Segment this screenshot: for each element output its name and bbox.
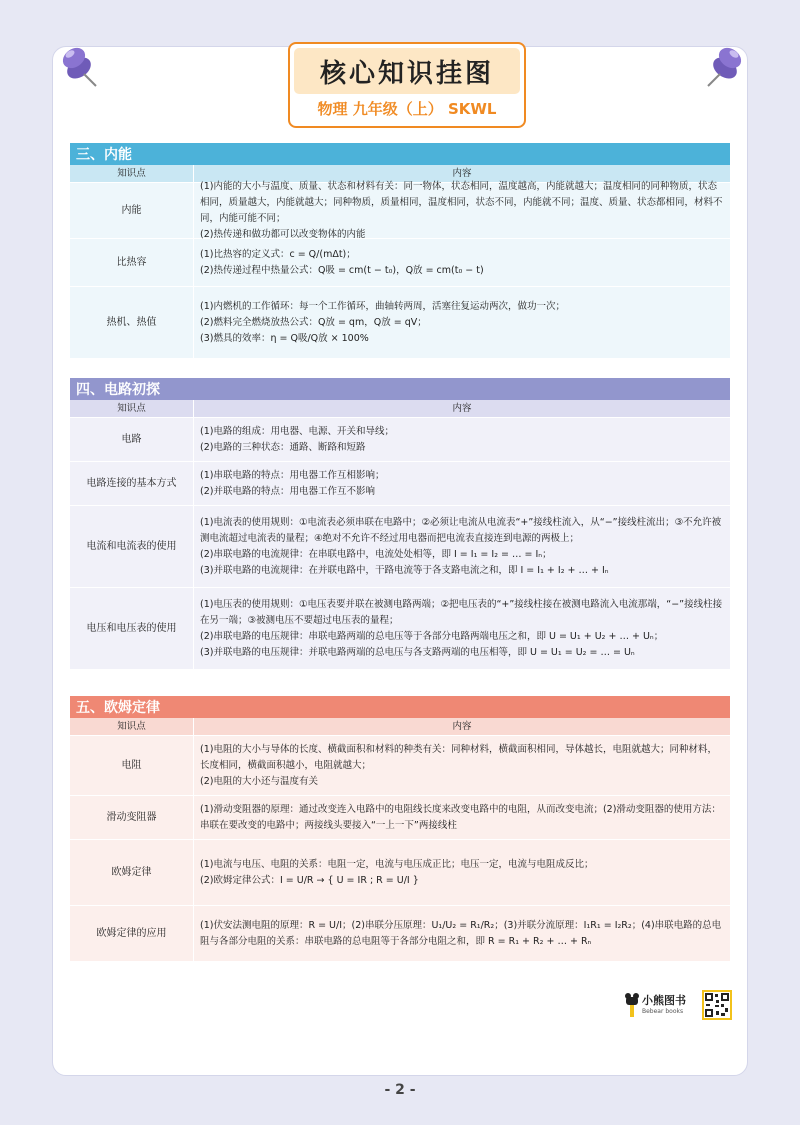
row-key: 电路连接的基本方式 xyxy=(70,462,194,505)
row-content xyxy=(194,588,730,669)
row-content xyxy=(194,180,730,240)
row-key: 欧姆定律 xyxy=(70,840,194,905)
row-content xyxy=(194,462,730,505)
knowledge-table xyxy=(70,400,730,670)
logo-text: 小熊图书 xyxy=(642,994,686,1007)
table-row xyxy=(70,736,730,796)
table-row xyxy=(70,588,730,670)
page-number: - 2 - xyxy=(384,1082,416,1098)
pushpin-icon xyxy=(52,40,102,90)
header-content: 内容 xyxy=(452,720,472,732)
table-row xyxy=(70,906,730,962)
row-content xyxy=(194,840,730,905)
row-content xyxy=(194,418,730,461)
table-row xyxy=(70,796,730,840)
row-key: 电流和电流表的使用 xyxy=(70,506,194,587)
table-row xyxy=(70,506,730,588)
page-title: 核心知识挂图 xyxy=(294,48,520,94)
bear-logo-icon xyxy=(624,992,640,1018)
section-heading: 五、欧姆定律 xyxy=(70,696,730,718)
title-box xyxy=(288,42,526,128)
content-line: (1)内燃机的工作循环：每一个工作循环，曲轴转两周，活塞往复运动两次，做功一次； xyxy=(200,300,565,312)
header-key: 知识点 xyxy=(70,165,194,182)
header-content: 内容 xyxy=(452,402,472,414)
section-circuit-basics xyxy=(70,378,730,670)
content-line: (1)电流表的使用规则：①电流表必须串联在电路中；②必须让电流从电流表“+”接线柱流入，从“−”接线柱流出；③不允许被测电流超过电流表的量程；④绝对不允许不经过用电器而把电流表直接连到电源的两极上； xyxy=(200,516,722,544)
row-key: 滑动变阻器 xyxy=(70,796,194,839)
row-key: 比热容 xyxy=(70,239,194,286)
content-line: (1)比热容的定义式：c = Q/(mΔt)； xyxy=(200,248,356,260)
row-content xyxy=(194,906,730,961)
publisher-logo xyxy=(624,990,694,1020)
row-key: 热机、热值 xyxy=(70,287,194,358)
row-content xyxy=(194,506,730,587)
content-line: (1)电阻的大小与导体的长度、横截面积和材料的种类有关：同种材料，横截面积相同，导体越长，电阻就越大；同种材料，长度相同，横截面积越小，电阻就越大； xyxy=(200,743,717,771)
content-line: (2)欧姆定律公式：I = U/R → { U = IR ; R = U/I } xyxy=(200,874,419,886)
table-row xyxy=(70,287,730,359)
table-row xyxy=(70,239,730,287)
row-key: 电压和电压表的使用 xyxy=(70,588,194,669)
content-line: (3)并联电路的电压规律：并联电路两端的总电压与各支路两端的电压相等，即 U = U₁ = U₂ = … = Uₙ xyxy=(200,646,635,658)
header-key: 知识点 xyxy=(70,718,194,735)
row-key: 欧姆定律的应用 xyxy=(70,906,194,961)
content-line: (1)串联电路的特点：用电器工作互相影响； xyxy=(200,469,385,481)
content-line: (1)伏安法测电阻的原理：R = U/I；(2)串联分压原理：U₁/U₂ = R₁/R₂；(3)并联分流原理：I₁R₁ = I₂R₂；(4)串联电路的总电阻与各部分电阻的关系：串联电路的总电阻等于各部分电阻之和，即 R = R₁ + R₂ + … + Rₙ xyxy=(200,919,722,947)
content-line: (1)内能的大小与温度、质量、状态和材料有关：同一物体，状态相同，温度越高，内能就越大；温度相同的同种物质，状态相同，质量越大，内能就越大；同种物质，质量相同，温度相同，状态不同，内能就不同；温度、质量、状态都相同，材料不同，内能可能不同； xyxy=(200,180,723,224)
row-key: 内能 xyxy=(70,183,194,238)
section-heading: 四、电路初探 xyxy=(70,378,730,400)
table-header xyxy=(70,718,730,736)
content-line: (2)并联电路的特点：用电器工作互不影响 xyxy=(200,485,375,497)
section-ohms-law xyxy=(70,696,730,962)
content-line: (2)串联电路的电压规律：串联电路两端的总电压等于各部分电路两端电压之和，即 U = U₁ + U₂ + … + Uₙ； xyxy=(200,630,664,642)
table-header xyxy=(70,400,730,418)
content-line: (3)燃具的效率：η = Q吸/Q放 × 100% xyxy=(200,332,369,344)
qr-code-icon xyxy=(702,990,732,1020)
section-heading: 三、内能 xyxy=(70,143,730,165)
content-line: (2)电路的三种状态：通路、断路和短路 xyxy=(200,441,366,453)
table-row xyxy=(70,418,730,462)
content-line: (2)电阻的大小还与温度有关 xyxy=(200,775,318,787)
row-key: 电路 xyxy=(70,418,194,461)
content-line: (2)燃料完全燃烧放热公式：Q放 = qm，Q放 = qV； xyxy=(200,316,427,328)
content-line: (2)热传递和做功都可以改变物体的内能 xyxy=(200,228,366,240)
header-content: 内容 xyxy=(452,167,472,179)
content-line: (1)电路的组成：用电器、电源、开关和导线； xyxy=(200,425,394,437)
section-internal-energy xyxy=(70,143,730,359)
content-line: (3)并联电路的电流规律：在并联电路中，干路电流等于各支路电流之和，即 I = I₁ + I₂ + … + Iₙ xyxy=(200,564,609,576)
knowledge-table xyxy=(70,718,730,962)
row-key: 电阻 xyxy=(70,736,194,795)
row-content xyxy=(194,796,730,839)
content-line: (1)电压表的使用规则：①电压表要并联在被测电路两端；②把电压表的“+”接线柱接在被测电路流入电流那端，“−”接线柱接在另一端；③被测电压不要超过电压表的量程； xyxy=(200,598,723,626)
content-line: (2)串联电路的电流规律：在串联电路中，电流处处相等，即 I = I₁ = I₂ = … = Iₙ； xyxy=(200,548,552,560)
content-line: (1)滑动变阻器的原理：通过改变连入电路中的电阻线长度来改变电路中的电阻，从而改变电流；(2)滑动变阻器的使用方法：串联在要改变的电路中；两接线头要接入“一上一下”两接线柱 xyxy=(200,803,721,831)
logo-subtext: Bebear books xyxy=(642,1008,684,1015)
table-row xyxy=(70,180,730,240)
knowledge-table xyxy=(70,165,730,359)
pushpin-icon xyxy=(702,40,752,90)
page-subtitle: 物理 九年级（上） SKWL xyxy=(317,99,497,118)
table-row xyxy=(70,462,730,506)
row-content xyxy=(194,239,730,286)
row-content xyxy=(194,287,730,358)
content-line: (2)热传递过程中热量公式：Q吸 = cm(t − t₀)，Q放 = cm(t₀ − t) xyxy=(200,264,484,276)
row-content xyxy=(194,736,730,795)
content-line: (1)电流与电压、电阻的关系：电阻一定，电流与电压成正比；电压一定，电流与电阻成反比； xyxy=(200,858,594,870)
header-key: 知识点 xyxy=(70,400,194,417)
table-row xyxy=(70,840,730,906)
